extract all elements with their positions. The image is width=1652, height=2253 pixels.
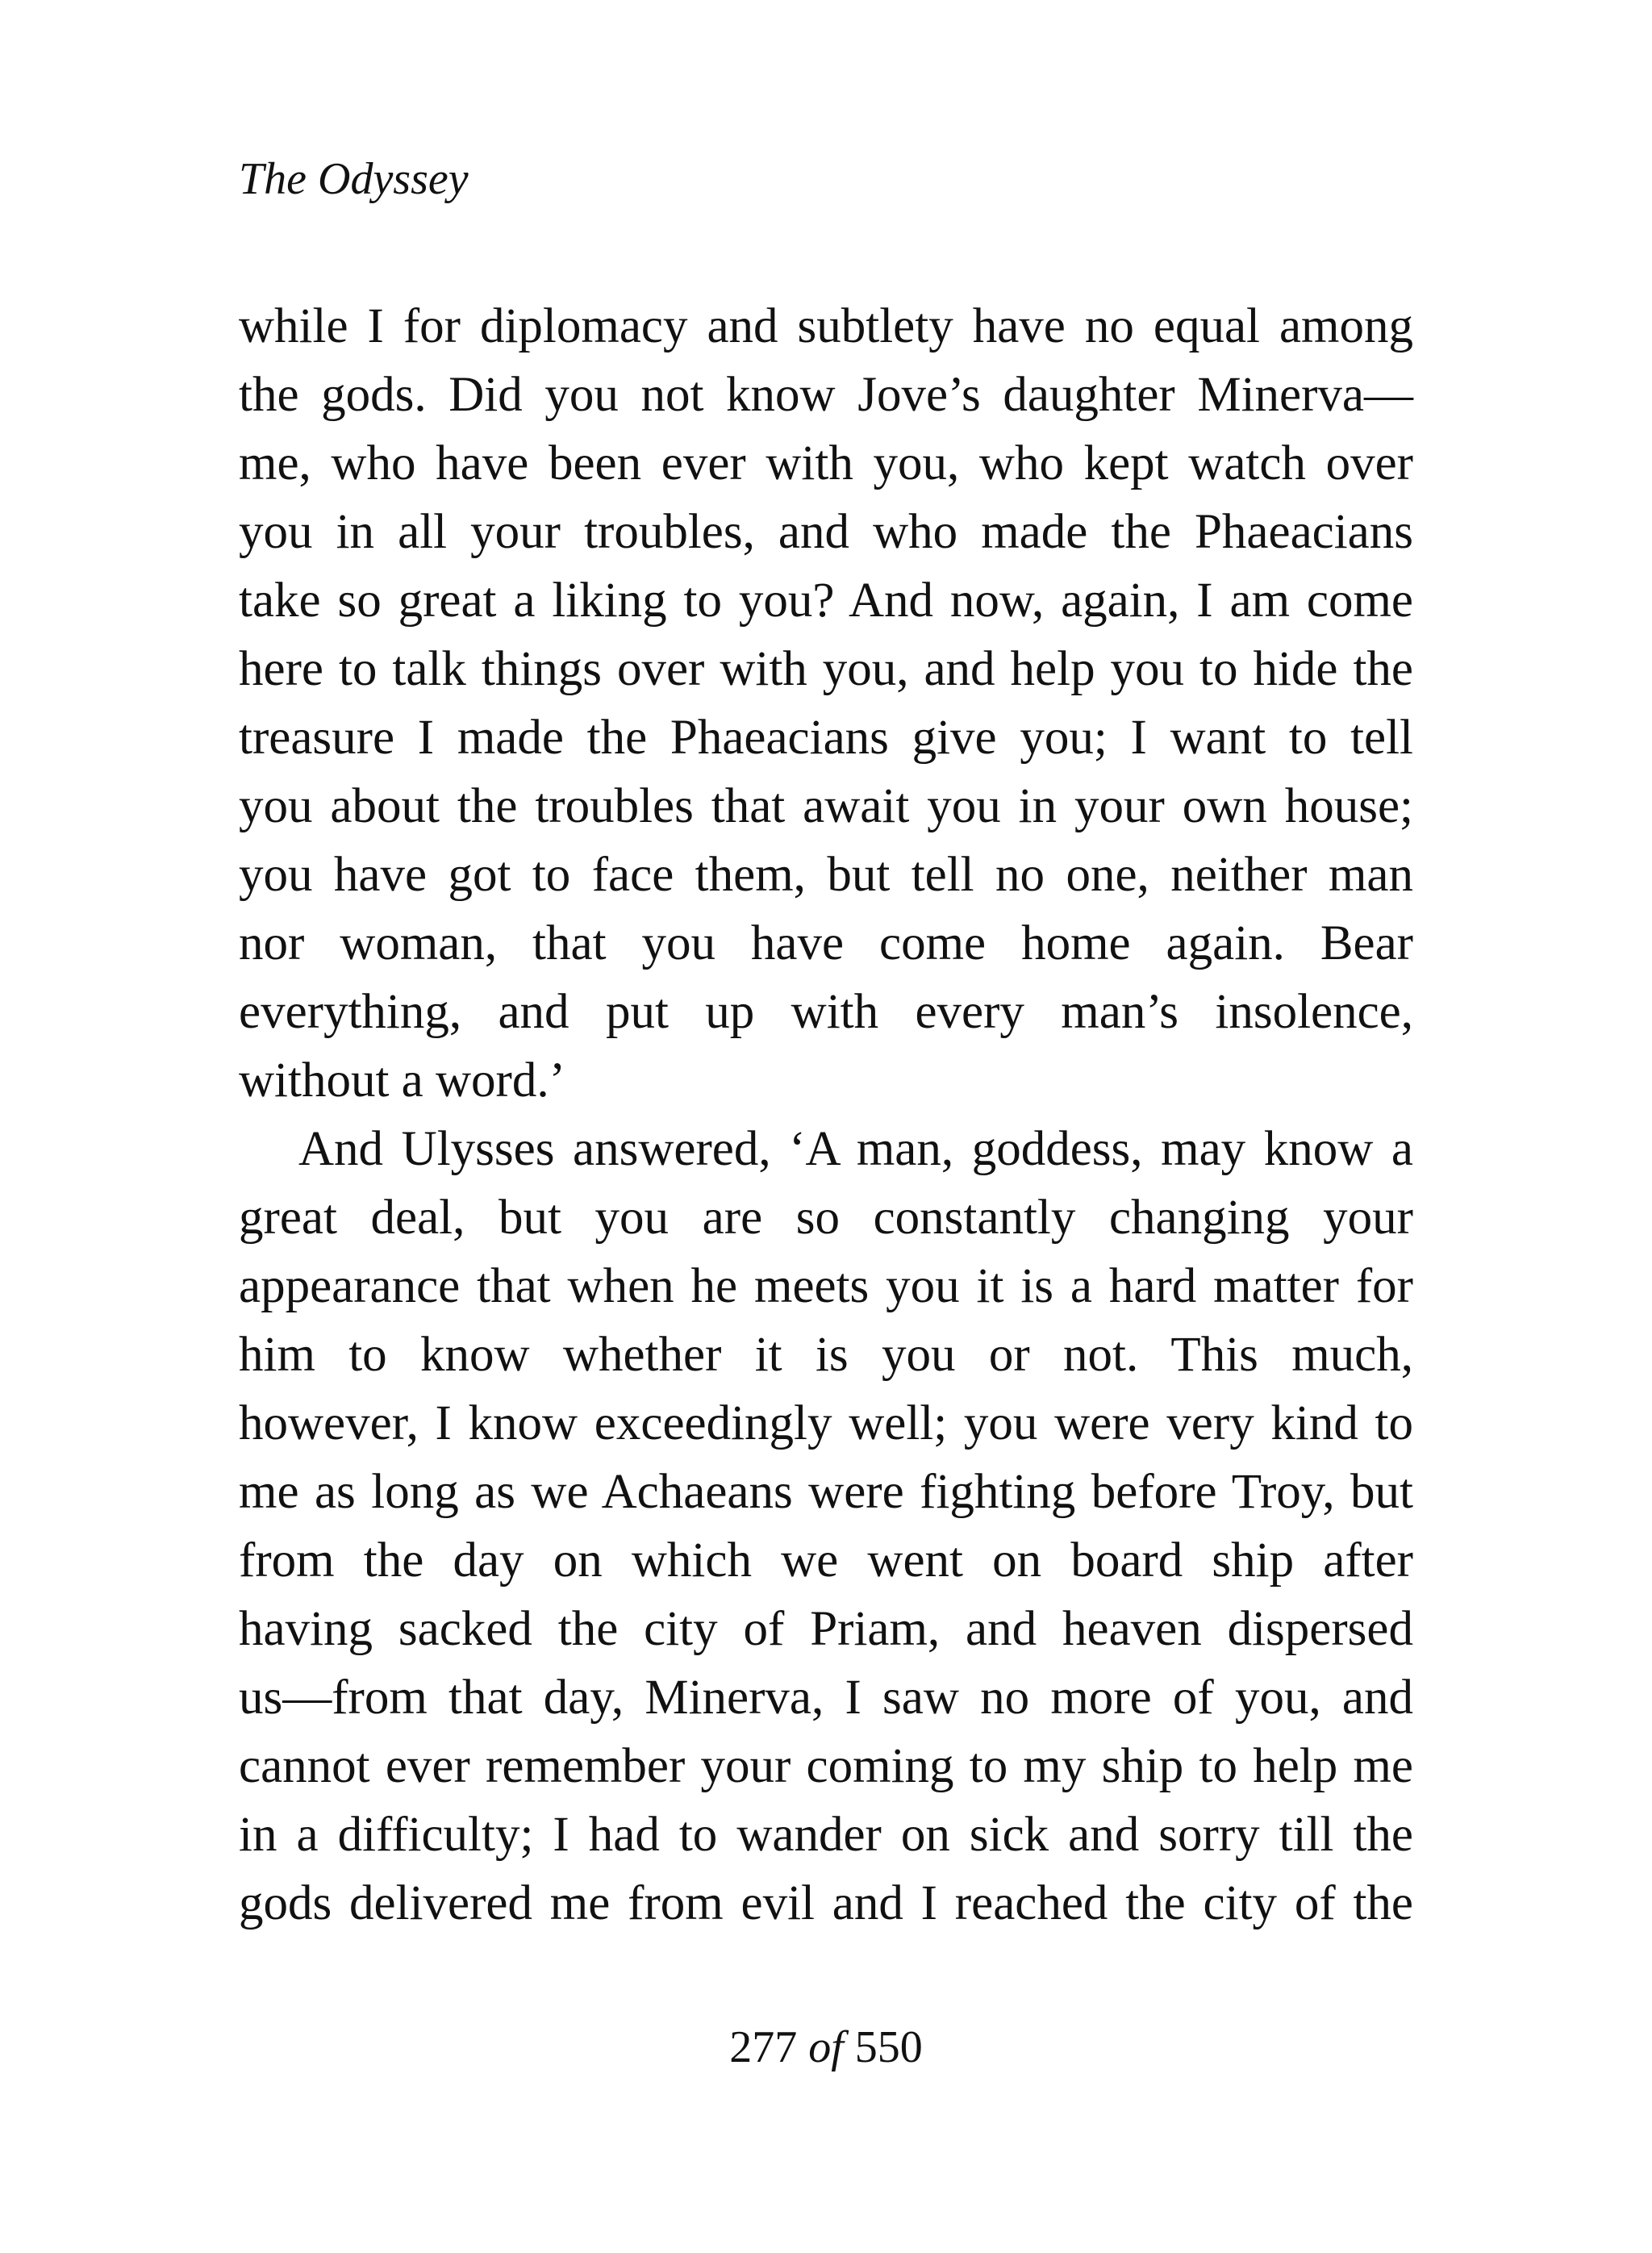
text-line: in a difficulty; I had to wander on sick and sorry till the	[239, 1808, 1413, 1862]
text-line: the gods. Did you not know Jove’s daughter Minerva—	[239, 368, 1413, 422]
text-line: here to talk things over with you, and help you to hide the	[239, 642, 1413, 696]
text-line: you in all your troubles, and who made the Phaeacians	[239, 505, 1413, 559]
text-line: having sacked the city of Priam, and heaven dispersed	[239, 1602, 1413, 1656]
text-line: without a word.’	[239, 1053, 565, 1108]
text-line: me, who have been ever with you, who kept watch over	[239, 436, 1413, 490]
text-line: gods delivered me from evil and I reached the city of the	[239, 1876, 1413, 1930]
text-line: take so great a liking to you? And now, again, I am come	[239, 574, 1413, 628]
body-text	[239, 292, 1413, 1938]
text-line: you about the troubles that await you in your own house;	[239, 779, 1413, 833]
text-line: you have got to face them, but tell no one, neither man	[239, 848, 1413, 902]
text-line: from the day on which we went on board ship after	[239, 1533, 1413, 1588]
text-line: great deal, but you are so constantly changing your	[239, 1191, 1413, 1245]
text-line: him to know whether it is you or not. This much,	[239, 1328, 1413, 1382]
text-line: cannot ever remember your coming to my ship to help me	[239, 1739, 1413, 1793]
text-line: nor woman, that you have come home again. Bear	[239, 916, 1413, 970]
text-line: while I for diplomacy and subtlety have no equal among	[239, 299, 1413, 353]
text-line: however, I know exceedingly well; you were very kind to	[239, 1396, 1413, 1450]
page-of-label: of	[808, 2022, 844, 2072]
page-number	[0, 2015, 1652, 2080]
text-line: treasure I made the Phaeacians give you; I want to tell	[239, 711, 1413, 765]
text-line: appearance that when he meets you it is a hard matter for	[239, 1259, 1413, 1313]
page-current: 277	[729, 2022, 798, 2072]
page-total: 550	[854, 2022, 923, 2072]
text-line: me as long as we Achaeans were fighting before Troy, but	[239, 1465, 1413, 1519]
text-line: us—from that day, Minerva, I saw no more of you, and	[239, 1671, 1413, 1725]
text-line: And Ulysses answered, ‘A man, goddess, may know a	[298, 1122, 1413, 1176]
running-title: The Odyssey	[239, 154, 469, 204]
text-line: everything, and put up with every man’s insolence,	[239, 985, 1413, 1039]
